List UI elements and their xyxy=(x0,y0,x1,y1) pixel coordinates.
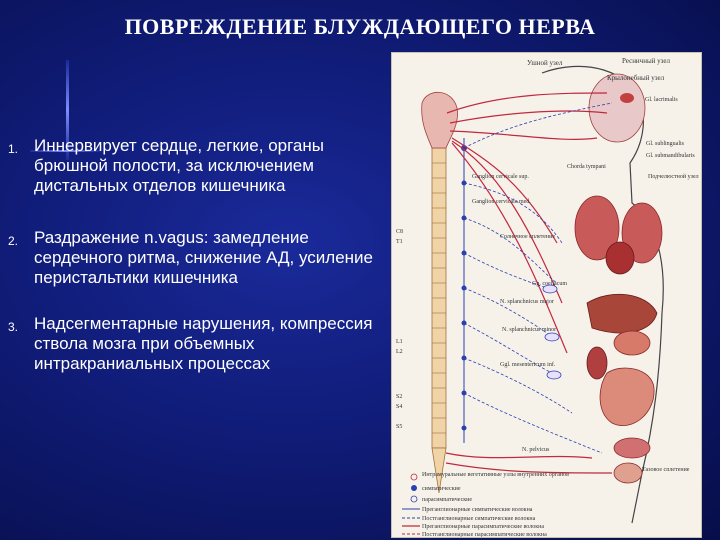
label-pelvic-plexus: Тазовое сплетение xyxy=(642,467,690,473)
label-chorda-tympani: Chorda tympani xyxy=(567,164,606,170)
item-text: Иннервирует сердце, легкие, органы брюшной полости, за исключением дистальных отделов кишечника xyxy=(34,136,324,195)
label-l1: L1 xyxy=(396,339,403,345)
label-gl-sublingualis: Gl. sublingualis xyxy=(646,141,685,147)
figure-legend xyxy=(402,472,569,537)
diagram-svg xyxy=(392,53,701,537)
legend-parasympathetic-nodes: парасимпатические xyxy=(422,497,473,503)
brainstem-shape xyxy=(422,92,458,148)
legend-post-parasympathetic: Постганглионарные парасимпатические волокна xyxy=(422,532,547,537)
parasympathetic-fibers xyxy=(446,93,612,473)
item-text: Надсегментарные нарушения, компрессия ствола мозга при объемных интракраниальных процессах xyxy=(34,314,373,373)
legend-sympathetic-nodes: симпатические xyxy=(422,486,461,492)
label-n-splanchnicus-major: N. splanchnicus major xyxy=(500,299,554,305)
item-number: 1. xyxy=(8,142,19,156)
label-ganglion-cervicale-med: Ganglion cervicale med. xyxy=(472,199,531,205)
sympathetic-fibers xyxy=(464,103,612,453)
legend-pre-parasympathetic: Преганглионарные парасимпатические волокна xyxy=(422,524,545,530)
label-ggl-mesentericum: Ggl. mesentericum inf. xyxy=(500,362,556,368)
label-c8: C8 xyxy=(396,229,404,235)
label-s2: S2 xyxy=(396,394,403,400)
item-number: 3. xyxy=(8,320,19,334)
label-ciliary-ganglion: Ресничный узел xyxy=(622,57,671,65)
label-n-pelvicus: N. pelvicus xyxy=(522,447,550,453)
label-l2: L2 xyxy=(396,349,403,355)
label-ganglion-cervicale-sup: Ganglion cervicale sup. xyxy=(472,174,529,180)
label-gl-lacrimalis: Gl. lacrimalis xyxy=(645,97,678,103)
label-gl-submandibularis: Gl. submandibularis xyxy=(646,153,695,159)
label-t1: T1 xyxy=(396,239,403,245)
slide-title: ПОВРЕЖДЕНИЕ БЛУЖДАЮЩЕГО НЕРВА xyxy=(124,14,596,39)
label-gg-coeliacum: Gg. coeliacum xyxy=(532,281,567,287)
item-text: Раздражение n.vagus: замедление сердечного ритма, снижение АД, усиление перистальтики кишечника xyxy=(34,228,374,287)
legend-post-sympathetic: Постганглионарные симпатические волокна xyxy=(422,516,536,522)
item-number: 2. xyxy=(8,234,19,248)
label-otic-ganglion: Ушной узел xyxy=(527,59,563,67)
label-n-splanchnicus-minor: N. splanchnicus minor xyxy=(502,327,557,333)
legend-intramural: Интрамуральные вегетативные узлы внутренних органов xyxy=(422,472,569,478)
label-pterygopalatine-ganglion: Крылонебный узел xyxy=(607,74,665,82)
autonomic-nervous-system-diagram xyxy=(391,52,702,538)
legend-pre-sympathetic: Преганглионарные симпатические волокна xyxy=(422,507,533,513)
head-region xyxy=(589,74,645,142)
label-solar-plexus: Солнечное сплетение xyxy=(500,234,556,240)
label-s5: S5 xyxy=(396,424,403,430)
label-s4: S4 xyxy=(396,404,403,410)
eye-shape xyxy=(620,93,634,103)
spinal-column xyxy=(432,148,446,493)
label-submandibular-ganglion: Подчелюстной узел xyxy=(648,174,699,180)
